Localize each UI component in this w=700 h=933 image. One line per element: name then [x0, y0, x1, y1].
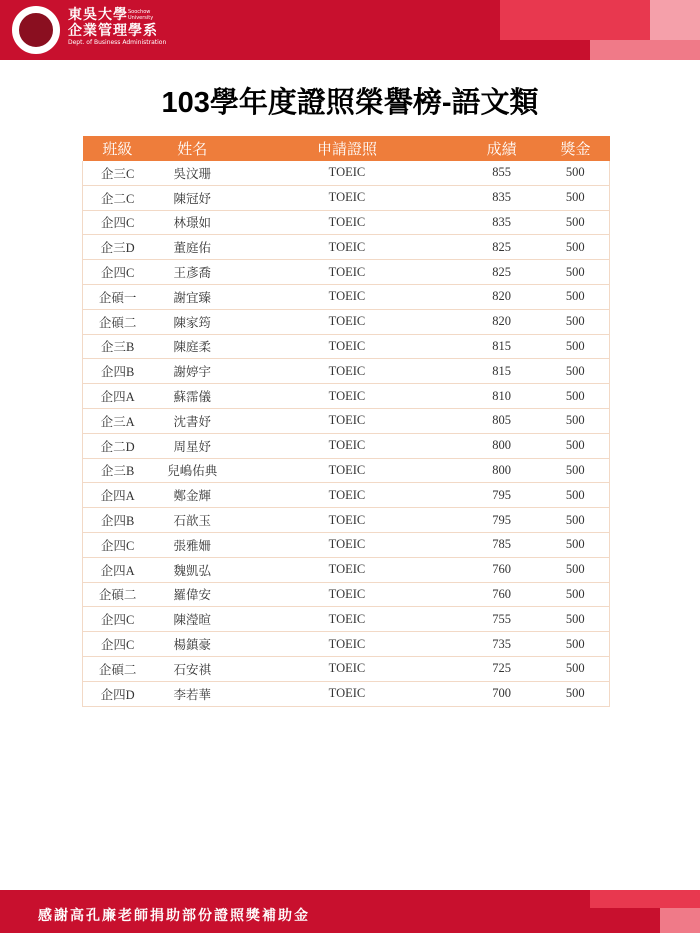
score-cell: 785 [462, 532, 542, 557]
class-cell: 企四C [83, 607, 153, 632]
table-row [83, 161, 610, 185]
table-row [83, 681, 610, 706]
name-cell: 張雅姍 [152, 532, 232, 557]
score-cell: 825 [462, 235, 542, 260]
table-row [83, 235, 610, 260]
prize-cell: 500 [542, 632, 610, 657]
certificate-cell: TOEIC [232, 260, 462, 285]
prize-cell: 500 [542, 508, 610, 533]
certificate-cell: TOEIC [232, 433, 462, 458]
score-cell: 795 [462, 508, 542, 533]
table-row [83, 632, 610, 657]
table-row [83, 210, 610, 235]
table-row [83, 458, 610, 483]
prize-cell: 500 [542, 284, 610, 309]
certificate-cell: TOEIC [232, 681, 462, 706]
certificate-cell: TOEIC [232, 532, 462, 557]
name-cell: 石安祺 [152, 656, 232, 681]
certificate-cell: TOEIC [232, 384, 462, 409]
class-cell: 企二D [83, 433, 153, 458]
name-cell: 李若華 [152, 681, 232, 706]
class-cell: 企碩二 [83, 656, 153, 681]
honor-roll-table [82, 136, 610, 707]
prize-cell: 500 [542, 185, 610, 210]
certificate-cell: TOEIC [232, 161, 462, 185]
class-cell: 企三B [83, 334, 153, 359]
certificate-cell: TOEIC [232, 408, 462, 433]
certificate-cell: TOEIC [232, 235, 462, 260]
footer-acknowledgement: 感謝高孔廉老師捐助部份證照獎補助金 [38, 908, 310, 924]
class-cell: 企四C [83, 260, 153, 285]
prize-cell: 500 [542, 433, 610, 458]
prize-cell: 500 [542, 359, 610, 384]
prize-cell: 500 [542, 532, 610, 557]
score-cell: 825 [462, 260, 542, 285]
prize-cell: 500 [542, 483, 610, 508]
table-body [83, 161, 610, 706]
class-cell: 企四B [83, 359, 153, 384]
class-cell: 企四A [83, 483, 153, 508]
class-cell: 企碩一 [83, 284, 153, 309]
prize-cell: 500 [542, 656, 610, 681]
certificate-cell: TOEIC [232, 458, 462, 483]
class-cell: 企二C [83, 185, 153, 210]
table-row [83, 607, 610, 632]
class-cell: 企三C [83, 161, 153, 185]
name-cell: 陳冠妤 [152, 185, 232, 210]
class-cell: 企四D [83, 681, 153, 706]
class-cell: 企四C [83, 210, 153, 235]
name-cell: 蘇霈儀 [152, 384, 232, 409]
table-row [83, 433, 610, 458]
score-cell: 815 [462, 359, 542, 384]
logo-university-name: 東吳大學 [68, 7, 128, 23]
score-cell: 855 [462, 161, 542, 185]
class-cell: 企碩二 [83, 309, 153, 334]
prize-cell: 500 [542, 260, 610, 285]
table-row [83, 384, 610, 409]
header-score: 成績 [462, 136, 542, 161]
footer-decor-block [660, 908, 700, 933]
class-cell: 企四C [83, 532, 153, 557]
table-header-row [83, 136, 610, 161]
certificate-cell: TOEIC [232, 557, 462, 582]
table-row [83, 260, 610, 285]
name-cell: 沈書妤 [152, 408, 232, 433]
name-cell: 董庭佑 [152, 235, 232, 260]
header-decor-block [650, 0, 700, 40]
logo-department-name: 企業管理學系 [68, 23, 158, 39]
page-title: 103學年度證照榮譽榜-語文類 [161, 87, 539, 119]
certificate-cell: TOEIC [232, 334, 462, 359]
score-cell: 795 [462, 483, 542, 508]
score-cell: 820 [462, 309, 542, 334]
table-row [83, 359, 610, 384]
table-row [83, 582, 610, 607]
table-row [83, 483, 610, 508]
table-row [83, 557, 610, 582]
name-cell: 楊鎮豪 [152, 632, 232, 657]
score-cell: 800 [462, 458, 542, 483]
score-cell: 755 [462, 607, 542, 632]
logo-department-english: Dept. of Business Administration [68, 39, 167, 46]
prize-cell: 500 [542, 408, 610, 433]
header-certificate: 申請證照 [232, 136, 462, 161]
logo-university-english: Soochow University [128, 9, 154, 21]
class-cell: 企四A [83, 557, 153, 582]
score-cell: 800 [462, 433, 542, 458]
prize-cell: 500 [542, 384, 610, 409]
score-cell: 760 [462, 557, 542, 582]
class-cell: 企四B [83, 508, 153, 533]
table-row [83, 532, 610, 557]
name-cell: 林璟如 [152, 210, 232, 235]
certificate-cell: TOEIC [232, 582, 462, 607]
name-cell: 謝宜臻 [152, 284, 232, 309]
name-cell: 石歆玉 [152, 508, 232, 533]
prize-cell: 500 [542, 681, 610, 706]
certificate-cell: TOEIC [232, 284, 462, 309]
footer-decor-block [590, 890, 700, 908]
prize-cell: 500 [542, 458, 610, 483]
header-decor-block [590, 40, 700, 60]
class-cell: 企三A [83, 408, 153, 433]
certificate-cell: TOEIC [232, 632, 462, 657]
certificate-cell: TOEIC [232, 483, 462, 508]
header-name: 姓名 [152, 136, 232, 161]
header-prize: 獎金 [542, 136, 610, 161]
table-row [83, 408, 610, 433]
class-cell: 企三B [83, 458, 153, 483]
prize-cell: 500 [542, 161, 610, 185]
class-cell: 企碩二 [83, 582, 153, 607]
score-cell: 835 [462, 185, 542, 210]
class-cell: 企四C [83, 632, 153, 657]
table-row [83, 284, 610, 309]
certificate-cell: TOEIC [232, 508, 462, 533]
name-cell: 周星妤 [152, 433, 232, 458]
score-cell: 700 [462, 681, 542, 706]
prize-cell: 500 [542, 582, 610, 607]
name-cell: 魏凱弘 [152, 557, 232, 582]
name-cell: 陳庭柔 [152, 334, 232, 359]
class-cell: 企三D [83, 235, 153, 260]
certificate-cell: TOEIC [232, 210, 462, 235]
name-cell: 陳家筠 [152, 309, 232, 334]
prize-cell: 500 [542, 607, 610, 632]
prize-cell: 500 [542, 557, 610, 582]
score-cell: 725 [462, 656, 542, 681]
name-cell: 兒嶋佑典 [152, 458, 232, 483]
table-row [83, 508, 610, 533]
name-cell: 陳瀅暄 [152, 607, 232, 632]
certificate-cell: TOEIC [232, 309, 462, 334]
prize-cell: 500 [542, 334, 610, 359]
prize-cell: 500 [542, 235, 610, 260]
score-cell: 835 [462, 210, 542, 235]
score-cell: 820 [462, 284, 542, 309]
university-seal-icon [12, 6, 60, 54]
header-class: 班級 [83, 136, 153, 161]
score-cell: 815 [462, 334, 542, 359]
name-cell: 王彥喬 [152, 260, 232, 285]
certificate-cell: TOEIC [232, 185, 462, 210]
certificate-cell: TOEIC [232, 607, 462, 632]
table-row [83, 185, 610, 210]
seal-inner [17, 11, 55, 49]
class-cell: 企四A [83, 384, 153, 409]
certificate-cell: TOEIC [232, 656, 462, 681]
score-cell: 735 [462, 632, 542, 657]
score-cell: 805 [462, 408, 542, 433]
name-cell: 鄭金輝 [152, 483, 232, 508]
prize-cell: 500 [542, 309, 610, 334]
certificate-cell: TOEIC [232, 359, 462, 384]
table-row [83, 656, 610, 681]
table-row [83, 309, 610, 334]
prize-cell: 500 [542, 210, 610, 235]
table-row [83, 334, 610, 359]
name-cell: 謝婷宇 [152, 359, 232, 384]
name-cell: 羅偉安 [152, 582, 232, 607]
name-cell: 吳汶珊 [152, 161, 232, 185]
score-cell: 760 [462, 582, 542, 607]
score-cell: 810 [462, 384, 542, 409]
